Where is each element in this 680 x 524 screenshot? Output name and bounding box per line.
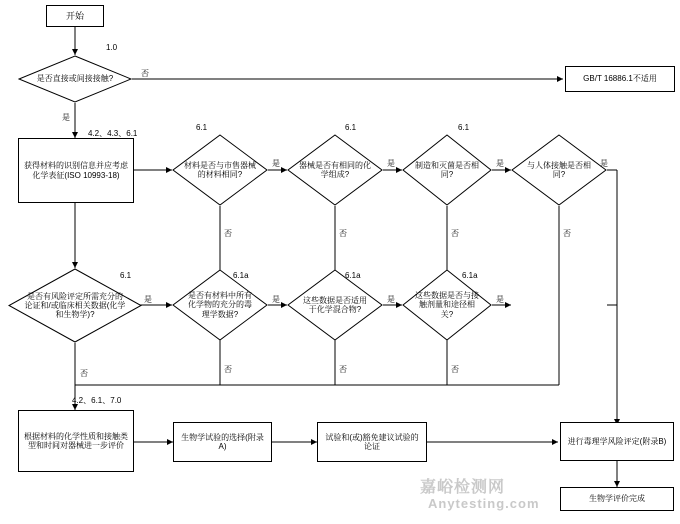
node-material-info [18, 138, 134, 203]
branch-chem-suitable-yes: 是 [387, 295, 395, 304]
node-decision-contact [18, 55, 132, 103]
branch-tox-data-yes: 是 [272, 295, 280, 304]
node-decision-material-same-label: 材料是否与市售器械的材料相同? [184, 160, 256, 179]
branch-contact-same-no: 否 [563, 229, 571, 238]
node-tox-risk-assessment-label: 进行毒理学风险评定(附录B) [567, 436, 667, 446]
clause-material-info: 4.2、4.3、6.1 [88, 129, 138, 138]
node-decision-dose-relevant-label: 这些数据是否与接触剂量和途径相关? [415, 291, 479, 319]
node-decision-material-same [172, 134, 268, 206]
node-decision-chem-same [287, 134, 383, 206]
node-end [560, 487, 674, 511]
clause-risk-data: 6.1 [120, 271, 132, 280]
node-material-info-label: 获得材料的识别信息并应考虑化学表征(ISO 10993-18) [24, 161, 128, 180]
node-test-selection-label: 生物学试验的选择(附录A) [181, 432, 264, 451]
node-test-justification [317, 422, 427, 462]
clause-dose-relevant: 6.1a [462, 271, 478, 280]
branch-chem-same-no: 否 [339, 229, 347, 238]
branch-contact-no: 否 [141, 69, 149, 78]
node-decision-chem-suitable [287, 269, 383, 341]
branch-chem-same-yes: 是 [387, 159, 395, 168]
branch-manuf-same-no: 否 [451, 229, 459, 238]
node-start-label: 开始 [65, 10, 84, 21]
branch-dose-relevant-yes: 是 [496, 295, 504, 304]
branch-material-same-no: 否 [224, 229, 232, 238]
node-end-label: 生物学评价完成 [589, 494, 645, 504]
branch-risk-data-no: 否 [80, 369, 88, 378]
node-decision-manuf-same [402, 134, 492, 206]
branch-contact-yes: 是 [62, 113, 70, 122]
node-decision-risk-data-label: 是否有风险评定所需充分的论证和/或临床相关数据(化学和生物学)? [24, 291, 126, 320]
node-decision-manuf-same-label: 制造和灭菌是否相同? [415, 160, 479, 179]
clause-chem-same: 6.1 [345, 123, 357, 132]
node-decision-contact-same [511, 134, 607, 206]
branch-contact-same-yes: 是 [600, 159, 608, 168]
branch-material-same-yes: 是 [272, 159, 280, 168]
clause-tox-data: 6.1a [233, 271, 249, 280]
node-further-eval-label: 根据材料的化学性质和接触类型和时间对器械进一步评价 [24, 431, 128, 450]
node-test-selection [173, 422, 272, 462]
watermark-main: 嘉峪检测网 [420, 479, 506, 496]
node-decision-chem-same-label: 器械是否有相同的化学组成? [299, 160, 371, 179]
branch-tox-data-no: 否 [224, 365, 232, 374]
node-test-justification-label: 试验和(或)豁免建议试验的论证 [325, 432, 419, 451]
watermark-sub: Anytesting.com [428, 496, 540, 511]
node-decision-contact-label: 是否直接或间接接触? [36, 74, 114, 84]
clause-material-same: 6.1 [196, 123, 208, 132]
node-decision-contact-same-label: 与人体接触是否相同? [527, 160, 591, 179]
node-further-eval [18, 410, 134, 472]
node-not-applicable-label: GB/T 16886.1不适用 [583, 74, 657, 84]
branch-chem-suitable-no: 否 [339, 365, 347, 374]
branch-dose-relevant-no: 否 [451, 365, 459, 374]
node-tox-risk-assessment [560, 422, 674, 461]
node-decision-chem-suitable-label: 这些数据是否适用于化学混合物? [303, 295, 367, 314]
clause-contact: 1.0 [106, 43, 118, 52]
branch-manuf-same-yes: 是 [496, 159, 504, 168]
node-decision-tox-data-label: 是否有材料中所有化学物的充分的毒理学数据? [188, 291, 252, 319]
branch-risk-data-yes: 是 [144, 295, 152, 304]
node-decision-dose-relevant [402, 269, 492, 341]
node-start [46, 5, 104, 27]
node-decision-tox-data [172, 269, 268, 341]
clause-further-eval: 4.2、6.1、7.0 [72, 396, 122, 405]
clause-manuf-same: 6.1 [458, 123, 470, 132]
node-not-applicable [565, 66, 675, 92]
clause-chem-suitable: 6.1a [345, 271, 361, 280]
